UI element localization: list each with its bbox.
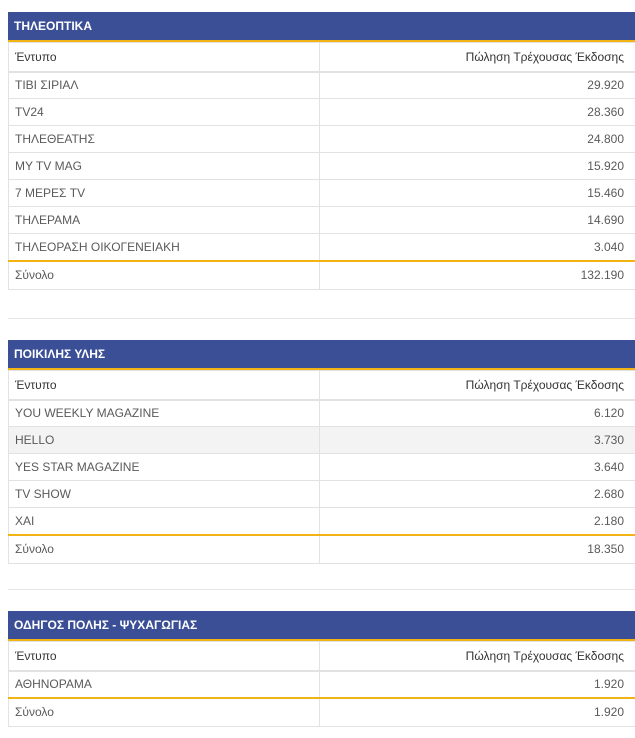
publication-name: TV24 <box>9 99 320 126</box>
publication-name: HELLO <box>9 427 320 454</box>
table-row <box>9 508 635 535</box>
table-row <box>9 72 635 99</box>
publication-name: ΤΗΛΕΟΡΑΣΗ ΟΙΚΟΓΕΝΕΙΑΚΗ <box>9 234 320 261</box>
total-row <box>9 698 635 727</box>
section-tileoptika <box>8 12 635 290</box>
total-label: Σύνολο <box>9 535 320 564</box>
sales-table <box>8 370 635 564</box>
column-header-sales[interactable]: Πώληση Τρέχουσας Έκδοσης <box>320 642 635 671</box>
sales-value: 2.180 <box>320 508 635 535</box>
sales-value: 2.680 <box>320 481 635 508</box>
total-value: 132.190 <box>320 261 635 290</box>
sales-value: 3.730 <box>320 427 635 454</box>
column-header-title[interactable]: Έντυπο <box>9 43 320 72</box>
table-header-row <box>9 43 635 72</box>
table-row <box>9 99 635 126</box>
publication-name: ΤΗΛΕΡΑΜΑ <box>9 207 320 234</box>
total-label: Σύνολο <box>9 261 320 290</box>
section-divider <box>8 318 635 319</box>
column-header-title[interactable]: Έντυπο <box>9 371 320 400</box>
sales-value: 24.800 <box>320 126 635 153</box>
sales-value: 29.920 <box>320 72 635 99</box>
table-row <box>9 207 635 234</box>
table-row <box>9 180 635 207</box>
publication-name: YOU WEEKLY MAGAZINE <box>9 400 320 427</box>
column-header-sales[interactable]: Πώληση Τρέχουσας Έκδοσης <box>320 43 635 72</box>
column-header-title[interactable]: Έντυπο <box>9 642 320 671</box>
sales-value: 3.640 <box>320 454 635 481</box>
section-poikilis-ylis <box>8 340 635 564</box>
publication-name: TV SHOW <box>9 481 320 508</box>
section-divider <box>8 589 635 590</box>
publication-name: MY TV MAG <box>9 153 320 180</box>
sales-value: 1.920 <box>320 671 635 698</box>
sales-value: 28.360 <box>320 99 635 126</box>
total-value: 1.920 <box>320 698 635 727</box>
total-row <box>9 261 635 290</box>
publication-name: ΤΙΒΙ ΣΙΡΙΑΛ <box>9 72 320 99</box>
publication-name: ΧΑΙ <box>9 508 320 535</box>
table-header-row <box>9 371 635 400</box>
total-row <box>9 535 635 564</box>
sales-value: 15.920 <box>320 153 635 180</box>
sales-table <box>8 42 635 290</box>
table-row <box>9 400 635 427</box>
sales-value: 14.690 <box>320 207 635 234</box>
publication-name: ΤΗΛΕΘΕΑΤΗΣ <box>9 126 320 153</box>
sales-value: 3.040 <box>320 234 635 261</box>
column-header-sales[interactable]: Πώληση Τρέχουσας Έκδοσης <box>320 371 635 400</box>
sales-value: 15.460 <box>320 180 635 207</box>
section-title: ΟΔΗΓΟΣ ΠΟΛΗΣ - ΨΥΧΑΓΩΓΙΑΣ <box>8 611 635 641</box>
section-title: ΠΟΙΚΙΛΗΣ ΥΛΗΣ <box>8 340 635 370</box>
table-row <box>9 454 635 481</box>
table-row <box>9 427 635 454</box>
table-row <box>9 481 635 508</box>
table-row <box>9 153 635 180</box>
table-row <box>9 234 635 261</box>
publication-name: YES STAR MAGAZINE <box>9 454 320 481</box>
section-title: ΤΗΛΕΟΠΤΙΚΑ <box>8 12 635 42</box>
publication-name: 7 ΜΕΡΕΣ TV <box>9 180 320 207</box>
publication-name: ΑΘΗΝΟΡΑΜΑ <box>9 671 320 698</box>
section-odigos-polis <box>8 611 635 727</box>
sales-value: 6.120 <box>320 400 635 427</box>
total-value: 18.350 <box>320 535 635 564</box>
table-header-row <box>9 642 635 671</box>
table-row <box>9 126 635 153</box>
table-row <box>9 671 635 698</box>
sales-table <box>8 641 635 727</box>
total-label: Σύνολο <box>9 698 320 727</box>
